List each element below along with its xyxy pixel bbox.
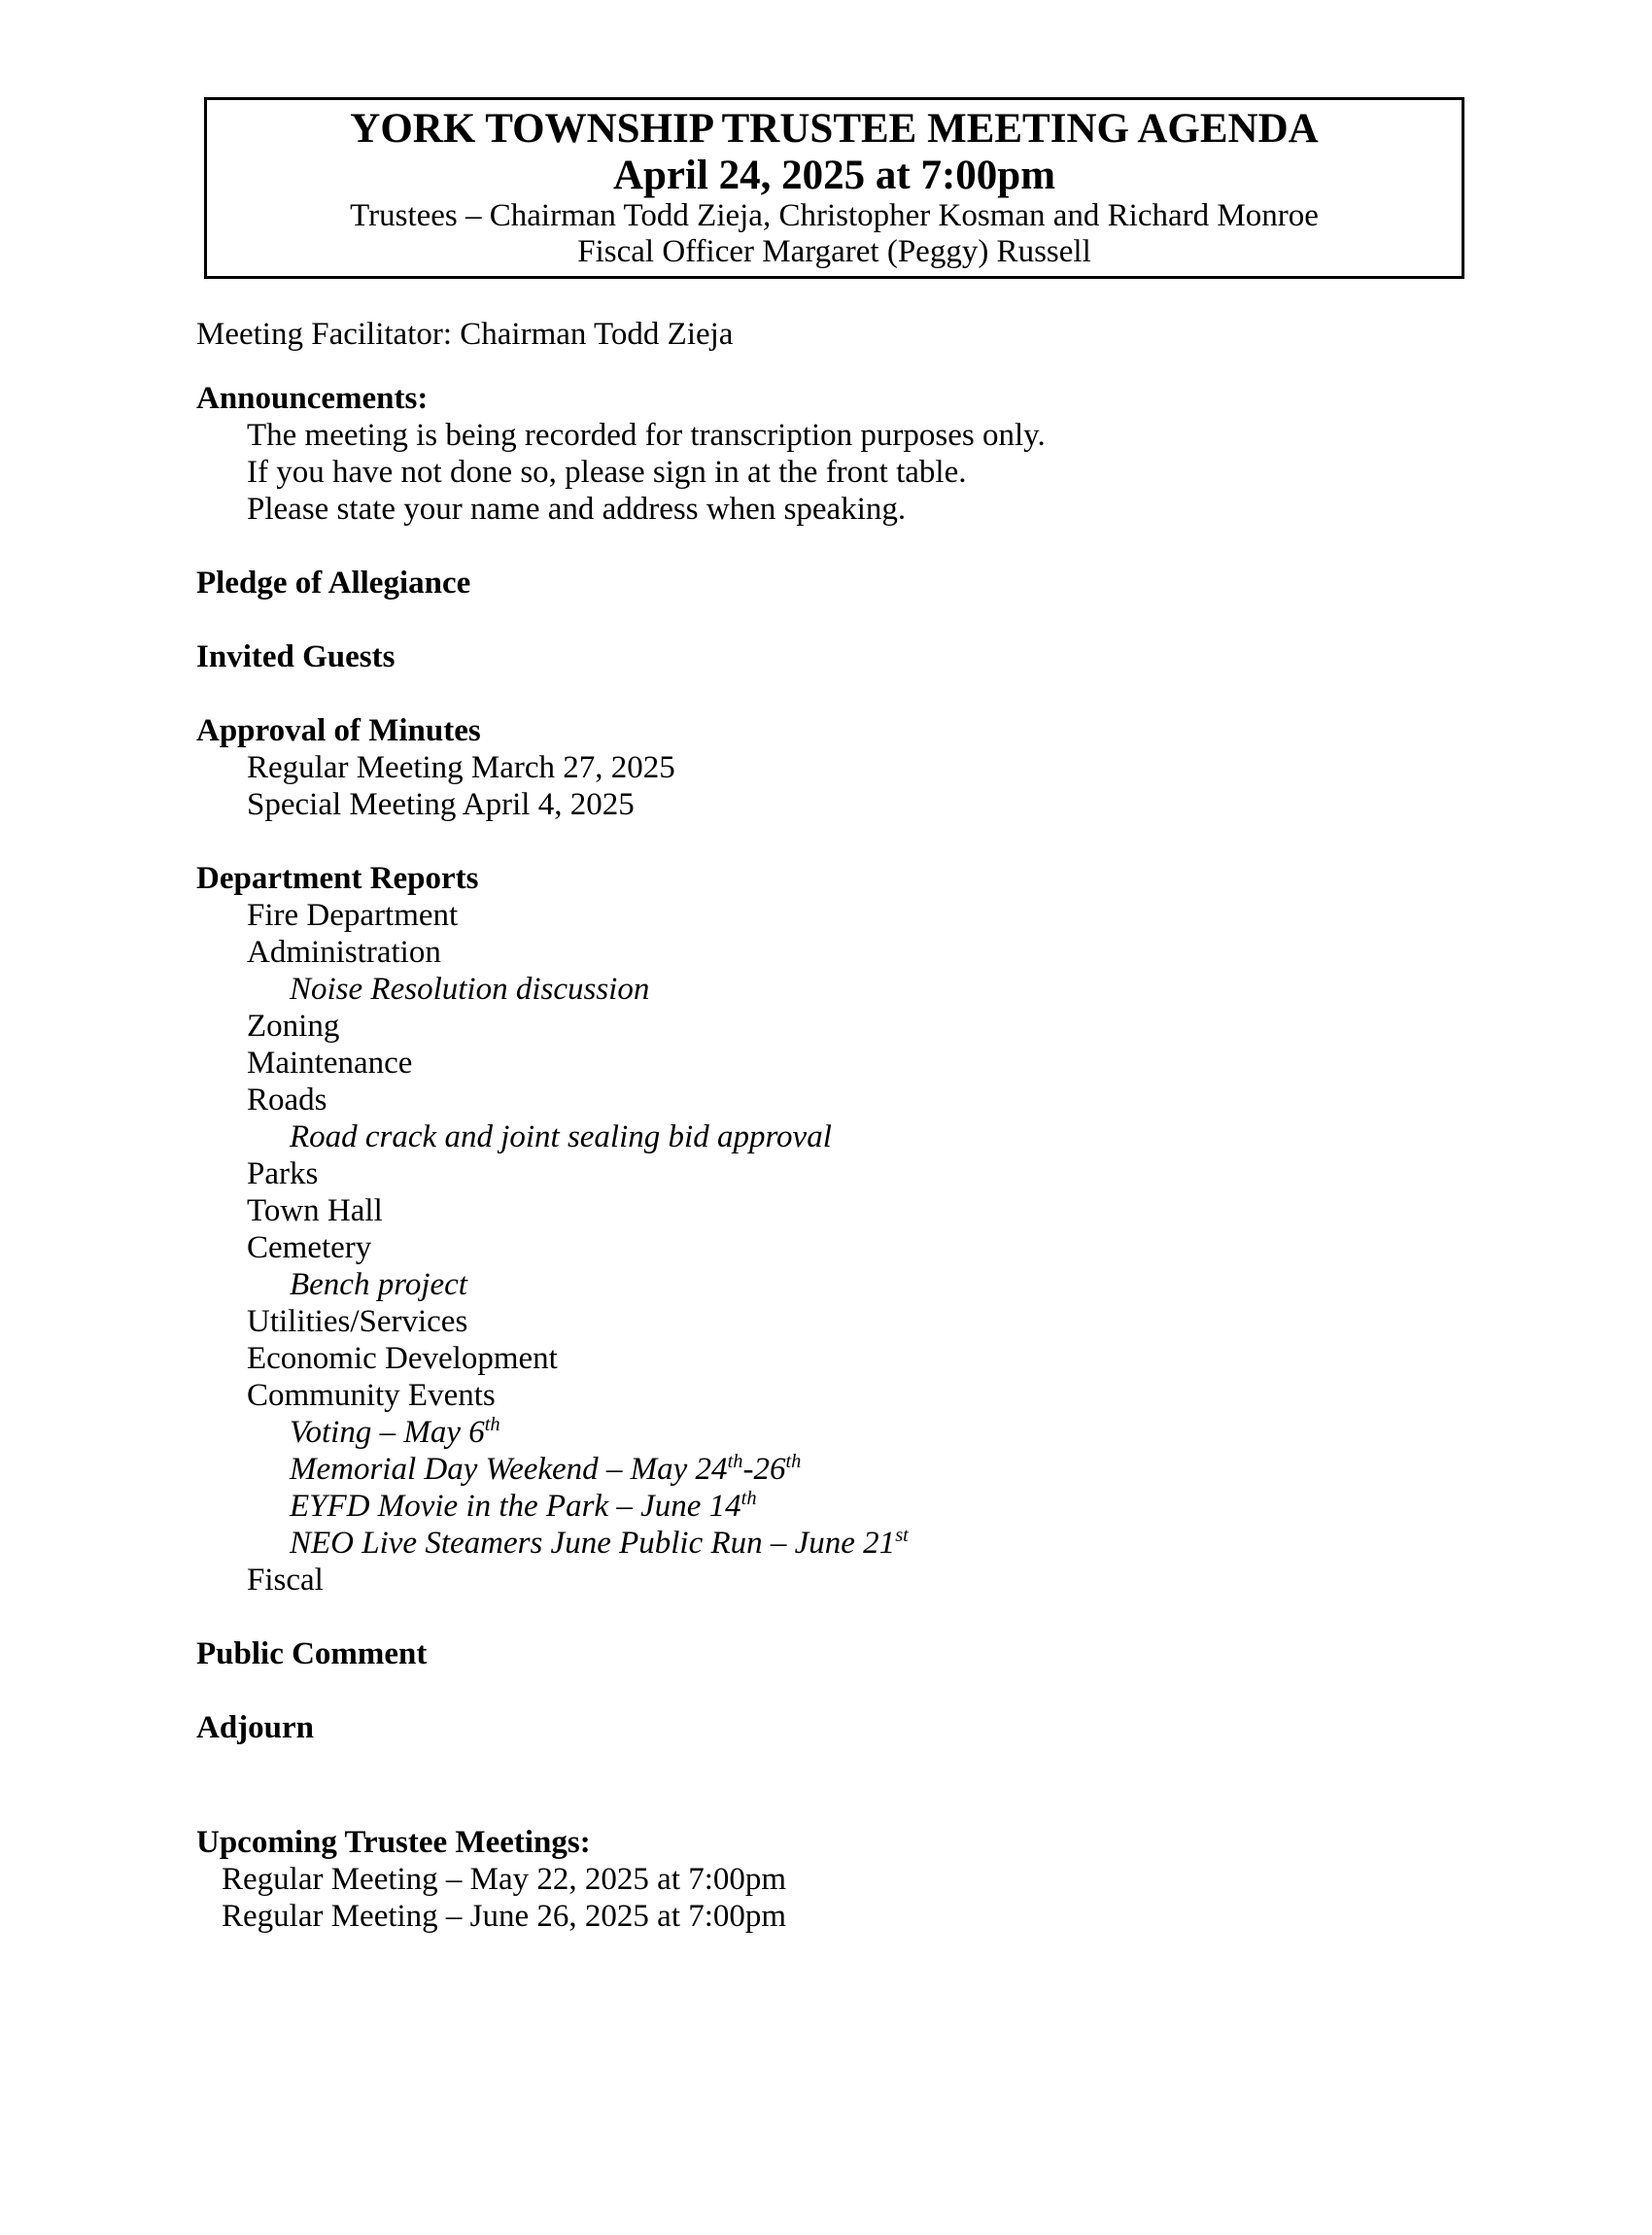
department-subitem: Road crack and joint sealing bid approval	[290, 1119, 832, 1154]
department-item: Maintenance	[247, 1046, 413, 1081]
announcement-line: If you have not done so, please sign in at the front table.	[247, 455, 967, 490]
department-item: Utilities/Services	[247, 1304, 468, 1339]
announcements-section	[196, 380, 1464, 528]
minutes-line: Special Meeting April 4, 2025	[247, 787, 635, 822]
department-item: Town Hall	[247, 1193, 383, 1228]
community-event-item	[196, 1525, 1464, 1562]
event-text: EYFD Movie in the Park – June 14	[290, 1489, 741, 1524]
adjourn-heading: Adjourn	[196, 1710, 315, 1745]
invited-guests-section	[196, 638, 1464, 675]
document	[0, 97, 1652, 1935]
department-item: Community Events	[247, 1378, 496, 1413]
header-box	[204, 97, 1464, 279]
agenda-title: YORK TOWNSHIP TRUSTEE MEETING AGENDA	[350, 106, 1319, 152]
agenda-page	[0, 97, 1652, 2235]
minutes-line: Regular Meeting March 27, 2025	[247, 750, 675, 785]
ordinal-suffix: th	[727, 1451, 743, 1472]
approval-of-minutes-section	[196, 712, 1464, 823]
department-item: Fire Department	[247, 898, 459, 933]
department-item: Fiscal	[247, 1563, 324, 1598]
event-text: -26	[742, 1452, 786, 1487]
fiscal-officer-line: Fiscal Officer Margaret (Peggy) Russell	[577, 234, 1091, 269]
pledge-heading: Pledge of Allegiance	[196, 566, 471, 601]
announcements-heading: Announcements:	[196, 381, 429, 416]
community-event-item	[196, 1451, 1464, 1488]
community-event-item	[196, 1488, 1464, 1525]
department-reports-section	[196, 860, 1464, 1599]
event-text: NEO Live Steamers June Public Run – June 21	[290, 1526, 896, 1561]
ordinal-suffix: th	[484, 1414, 500, 1435]
ordinal-suffix: st	[895, 1525, 909, 1546]
event-text: Voting – May 6	[290, 1415, 485, 1450]
upcoming-meeting-line: Regular Meeting – June 26, 2025 at 7:00pm	[222, 1899, 787, 1934]
department-subitem: Noise Resolution discussion	[290, 972, 650, 1007]
facilitator-line: Meeting Facilitator: Chairman Todd Zieja	[196, 317, 734, 352]
public-comment-section	[196, 1635, 1464, 1672]
invited-guests-heading: Invited Guests	[196, 639, 396, 674]
department-item: Roads	[247, 1083, 327, 1118]
trustees-line: Trustees – Chairman Todd Zieja, Christopher Kosman and Richard Monroe	[350, 198, 1319, 233]
upcoming-meeting-line: Regular Meeting – May 22, 2025 at 7:00pm	[222, 1862, 787, 1897]
department-item: Economic Development	[247, 1341, 558, 1376]
department-subitem: Bench project	[290, 1267, 467, 1302]
approval-of-minutes-heading: Approval of Minutes	[196, 713, 481, 748]
event-text: Memorial Day Weekend – May 24	[290, 1452, 728, 1487]
upcoming-meetings-section	[196, 1824, 1464, 1935]
department-item: Zoning	[247, 1009, 340, 1044]
department-reports-heading: Department Reports	[196, 861, 479, 896]
upcoming-meetings-heading: Upcoming Trustee Meetings:	[196, 1825, 591, 1860]
public-comment-heading: Public Comment	[196, 1636, 428, 1671]
ordinal-suffix: th	[785, 1451, 802, 1472]
announcement-line: Please state your name and address when speaking.	[247, 492, 907, 527]
ordinal-suffix: th	[740, 1488, 757, 1509]
department-item: Parks	[247, 1156, 319, 1191]
adjourn-section	[196, 1709, 1464, 1746]
pledge-section	[196, 565, 1464, 602]
announcement-line: The meeting is being recorded for transcription purposes only.	[247, 418, 1046, 453]
department-item: Administration	[247, 935, 441, 970]
department-item: Cemetery	[247, 1230, 372, 1265]
community-event-item	[196, 1414, 1464, 1451]
agenda-datetime: April 24, 2025 at 7:00pm	[612, 153, 1056, 198]
facilitator-section	[196, 316, 1464, 353]
